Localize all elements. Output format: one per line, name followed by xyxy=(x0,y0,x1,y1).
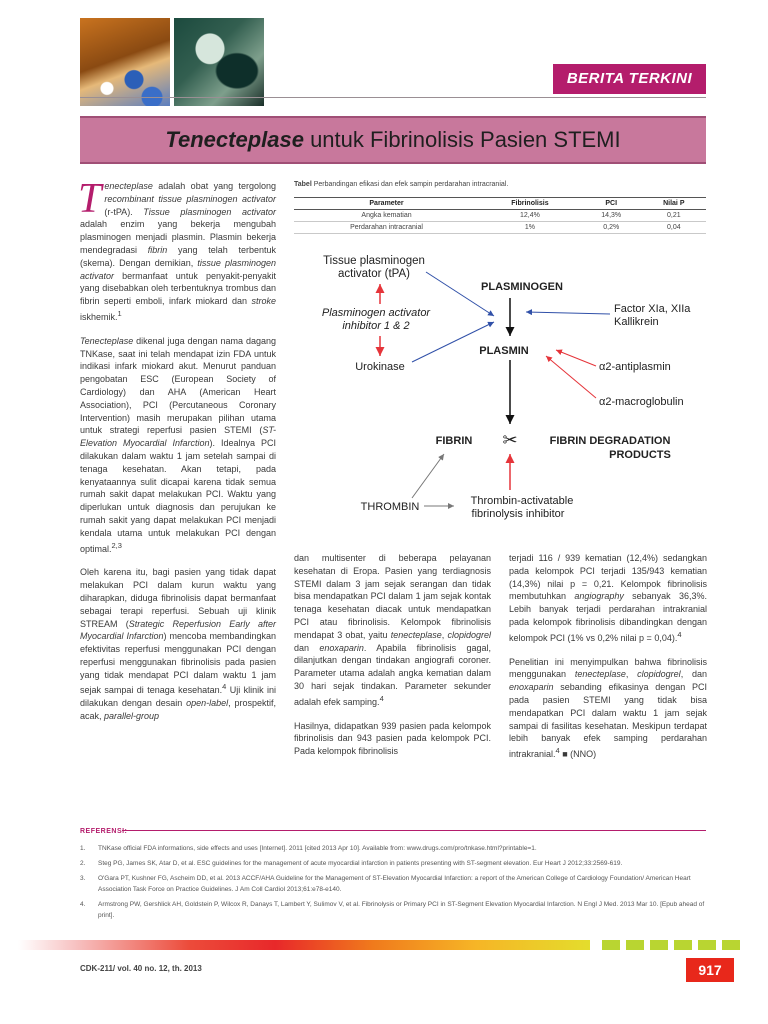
plasmin-label: PLASMIN xyxy=(479,345,529,357)
reference-text: O'Gara PT, Kushner FG, Ascheim DD, et al. 2013 ACCF/AHA Guideline for the Management of ST-Elevation Myocardial Infarction: a report of the American College of Cardiology Foundation/ American Heart Association Task Force on Practice Guidelines. J Am Coll Cardiol 2013;61:e78-e140. xyxy=(98,875,691,893)
paragraph: Tenecteplase adalah obat yang tergolong recombinant tissue plasminogen activator (r-tPA). Tissue plasminogen activator adalah enzim yang bekerja mengubah plasminogen menjadi plasmin. Plasmin bekerja mendegradasi fibrin yang telah terbentuk (skema). Dengan demikian, tissue plasminogen activator bermanfaat untuk penyakit-penyakit yang disebabkan oleh terbentuknya trombus dan fibrin seperti emboli, infark miokard dan stroke iskhemik.$^1$ xyxy=(78,176,276,322)
table-cell: 0,04 xyxy=(642,222,706,234)
table-header-cell: Parameter xyxy=(294,198,479,210)
pai-label: Plasminogen activator xyxy=(321,307,431,319)
thrombin-label: THROMBIN xyxy=(360,501,420,513)
right-column xyxy=(509,552,707,772)
table-cell: 12,4% xyxy=(479,210,581,222)
tafi-label: Thrombin-activatable xyxy=(470,495,574,507)
surgery-photo xyxy=(174,18,264,106)
reference-number: 2. xyxy=(80,860,86,867)
fibrinolysis-diagram xyxy=(294,244,714,534)
footer-square xyxy=(602,940,620,950)
reference-item xyxy=(80,858,706,869)
reference-item xyxy=(80,843,706,854)
reference-number: 3. xyxy=(80,875,86,882)
table-header-cell: Fibrinolisis xyxy=(479,198,581,210)
arrow-macroglobulin-inhibits xyxy=(546,356,596,398)
middle-column xyxy=(294,552,491,769)
title-rest: untuk Fibrinolisis Pasien STEMI xyxy=(303,127,621,152)
footer-square xyxy=(698,940,716,950)
table-caption: Tabel Perbandingan efikasi dan efek sampin perdarahan intracranial. xyxy=(294,181,509,188)
table-header-row xyxy=(294,198,706,210)
arrow-thrombin-to-fibrin xyxy=(412,454,444,498)
table-header-cell: PCI xyxy=(581,198,642,210)
tpa-label-2: activator (tPA) xyxy=(338,268,410,280)
table-cell: Perdarahan intracranial xyxy=(294,222,479,234)
reference-text: TNKase official FDA informations, side effects and uses [Internet]. 2011 [cited 2013 Apr 10]. Available from: www.drugs.com/pro/tnkase.html?printable=1. xyxy=(98,845,537,852)
drop-cap: T xyxy=(78,176,102,222)
fdp-label: FIBRIN DEGRADATION xyxy=(549,435,671,447)
table-header-cell: Nilai P xyxy=(642,198,706,210)
header-rule xyxy=(80,97,706,98)
section-tag: BERITA TERKINI xyxy=(553,64,706,94)
pai-label-2: inhibitor 1 & 2 xyxy=(342,320,410,332)
paragraph: Penelitian ini menyimpulkan bahwa fibrinolisis menggunakan tenecteplase, clopidogrel, dan enoxaparin sebanding efikasinya dengan PCI pada pasien STEMI yang tidak bisa mendapatkan PCI dalam waktu 1 jam sejak sampai di fasilitas kesehatan. Meskipun terdapat lebih banyak efek samping perdarahan intrakranial.$^4$ ■ (NNO) xyxy=(509,656,707,760)
footer-gradient-bar xyxy=(18,940,590,950)
title-drug-name: Tenecteplase xyxy=(165,127,304,152)
tpa-label: Tissue plasminogen xyxy=(323,255,425,267)
pills-photo xyxy=(80,18,170,106)
tafi-label-2: fibrinolysis inhibitor xyxy=(471,508,565,520)
fibrin-label: FIBRIN xyxy=(435,435,473,447)
reference-item xyxy=(80,899,706,921)
references-title: REFERENSI: xyxy=(80,828,128,835)
paragraph: Oleh karena itu, bagi pasien yang tidak dapat melakukan PCI dalam kurun waktu yang diharapkan, diduga fibrinolisis dapat bermanfaat sebagai terapi reperfusi. Sebuah uji klinik STREAM (Strategic Reperfusion Early after Myocardial Infarction) mencoba membandingkan efektivitas reperfusi menggunakan PCI dengan reperfusi menggunakan fibrinolisis pada pasien yang tidak mendapat PCI dalam waktu 1 jam sejak sampai di tenaga kesehatan.$^4$ Uji klinik ini dilakukan dengan desain open-label, prospektif, acak, parallel-group xyxy=(80,567,277,722)
reference-number: 1. xyxy=(80,845,86,852)
footer-square xyxy=(650,940,668,950)
paragraph: terjadi 116 / 939 kematian (12,4%) sedangkan pada kelompok PCI terjadi 135/943 kematian (14,3%) nilai p = 0,21. Kelompok fibrinolisis membutuhkan angiography sebanyak 36,3%. Lebih banyak terjadi perdarahan intrakranial pada kelompok fibrinolisis dibandingkan dengan kelompok PCI (1% vs 0,2% nilai p = 0,04).$^4$ xyxy=(509,553,707,643)
journal-citation: CDK-211/ vol. 40 no. 12, th. 2013 xyxy=(80,964,202,973)
comparison-table xyxy=(294,197,706,234)
table-cell: Angka kematian xyxy=(294,210,479,222)
fdp-label-2: PRODUCTS xyxy=(609,449,671,461)
left-column xyxy=(78,176,277,734)
references-list xyxy=(80,843,706,921)
urokinase-label: Urokinase xyxy=(355,361,405,373)
arrow-antiplasmin-inhibits xyxy=(556,350,596,366)
article-title xyxy=(80,116,706,164)
reference-text: Steg PG, James SK, Atar D, et al. ESC guidelines for the management of acute myocardial infarction in patients presenting with ST-segment elevation. Eur Heart J 2012;33:2569-619. xyxy=(98,860,623,867)
footer-square xyxy=(626,940,644,950)
arrow-factor-activates xyxy=(526,312,610,314)
table-cell: 1% xyxy=(479,222,581,234)
table-cell: 0,2% xyxy=(581,222,642,234)
antiplasmin-label: α2-antiplasmin xyxy=(599,361,671,373)
table-cell: 14,3% xyxy=(581,210,642,222)
reference-number: 4. xyxy=(80,901,86,908)
footer-square xyxy=(674,940,692,950)
page-number: 917 xyxy=(686,958,734,982)
arrow-tpa-activates xyxy=(426,272,494,316)
plasminogen-label: PLASMINOGEN xyxy=(481,281,563,293)
paragraph: Tenecteplase dikenal juga dengan nama dagang TNKase, saat ini telah mendapat izin FDA untuk indikasi infark miokard akut. Menurut panduan pengobatan ESC (European Society of Cardiology) dan AHA (American Heart Association), PCI (Percutaneous Coronary Intervention) masih merupakan pilihan utama untuk strategi reperfusi pasien STEMI (ST-Elevation Myocardial Infarction). Idealnya PCI dilakukan dalam waktu 1 jam setelah sampai di tenaga kesehatan. Akan tetapi, pada kenyataannya sulit dicapai karena tidak semua rumah sakit dapat melakukan PCI. Waktu yang diperlukan untuk diagnosis dan perujukan ke rumah sakit yang dapat melakukan PCI menjadi kendala utama untuk melakukan PCI dengan optimal.$^{2,3}$ xyxy=(80,335,276,554)
table-row xyxy=(294,222,706,234)
table-row xyxy=(294,210,706,222)
paragraph: dan multisenter di beberapa pelayanan kesehatan di Eropa. Pasien yang terdiagnosis STEMI dalam 3 jam sejak serangan dan tidak bisa mendapatkan PCI dalam 1 jam sejak kontak tenaga kesehatan diacak untuk mendapatkan PCI atau fibrinolisis. Kelompok fibrinolisis mendapat 3 obat, yaitu tenecteplase, clopidogrel dan enoxaparin. Apabila fibrinolisis gagal, dilanjutkan dengan tindakan angiografi coroner. Parameter utama adalah angka kematian dalam 30 hari sejak tindakan. Parameter sekunder adalah efek samping.$^4$ xyxy=(294,553,491,707)
reference-text: Armstrong PW, Gershlick AH, Goldstein P, Wilcox R, Danays T, Lambert Y, Sulimov V, et al. Fibrinolysis or Primary PCI in ST-Segment Elevation Myocardial Infarction. N Engl J Med. 2013 Mar 10. [Epub ahead of print]. xyxy=(98,901,705,919)
table-cell: 0,21 xyxy=(642,210,706,222)
factor-label: Factor XIa, XIIa xyxy=(614,303,691,315)
references xyxy=(80,826,706,925)
paragraph: Hasilnya, didapatkan 939 pasien pada kelompok fibrinolisis dan 943 pasien pada kelompok PCI. Pada kelompok fibrinolisis xyxy=(294,720,491,757)
footer-square xyxy=(722,940,740,950)
scissors-icon: ✂ xyxy=(502,430,518,450)
macroglobulin-label: α2-macroglobulin xyxy=(599,396,684,408)
factor-label-2: Kallikrein xyxy=(614,316,659,328)
reference-item xyxy=(80,873,706,895)
